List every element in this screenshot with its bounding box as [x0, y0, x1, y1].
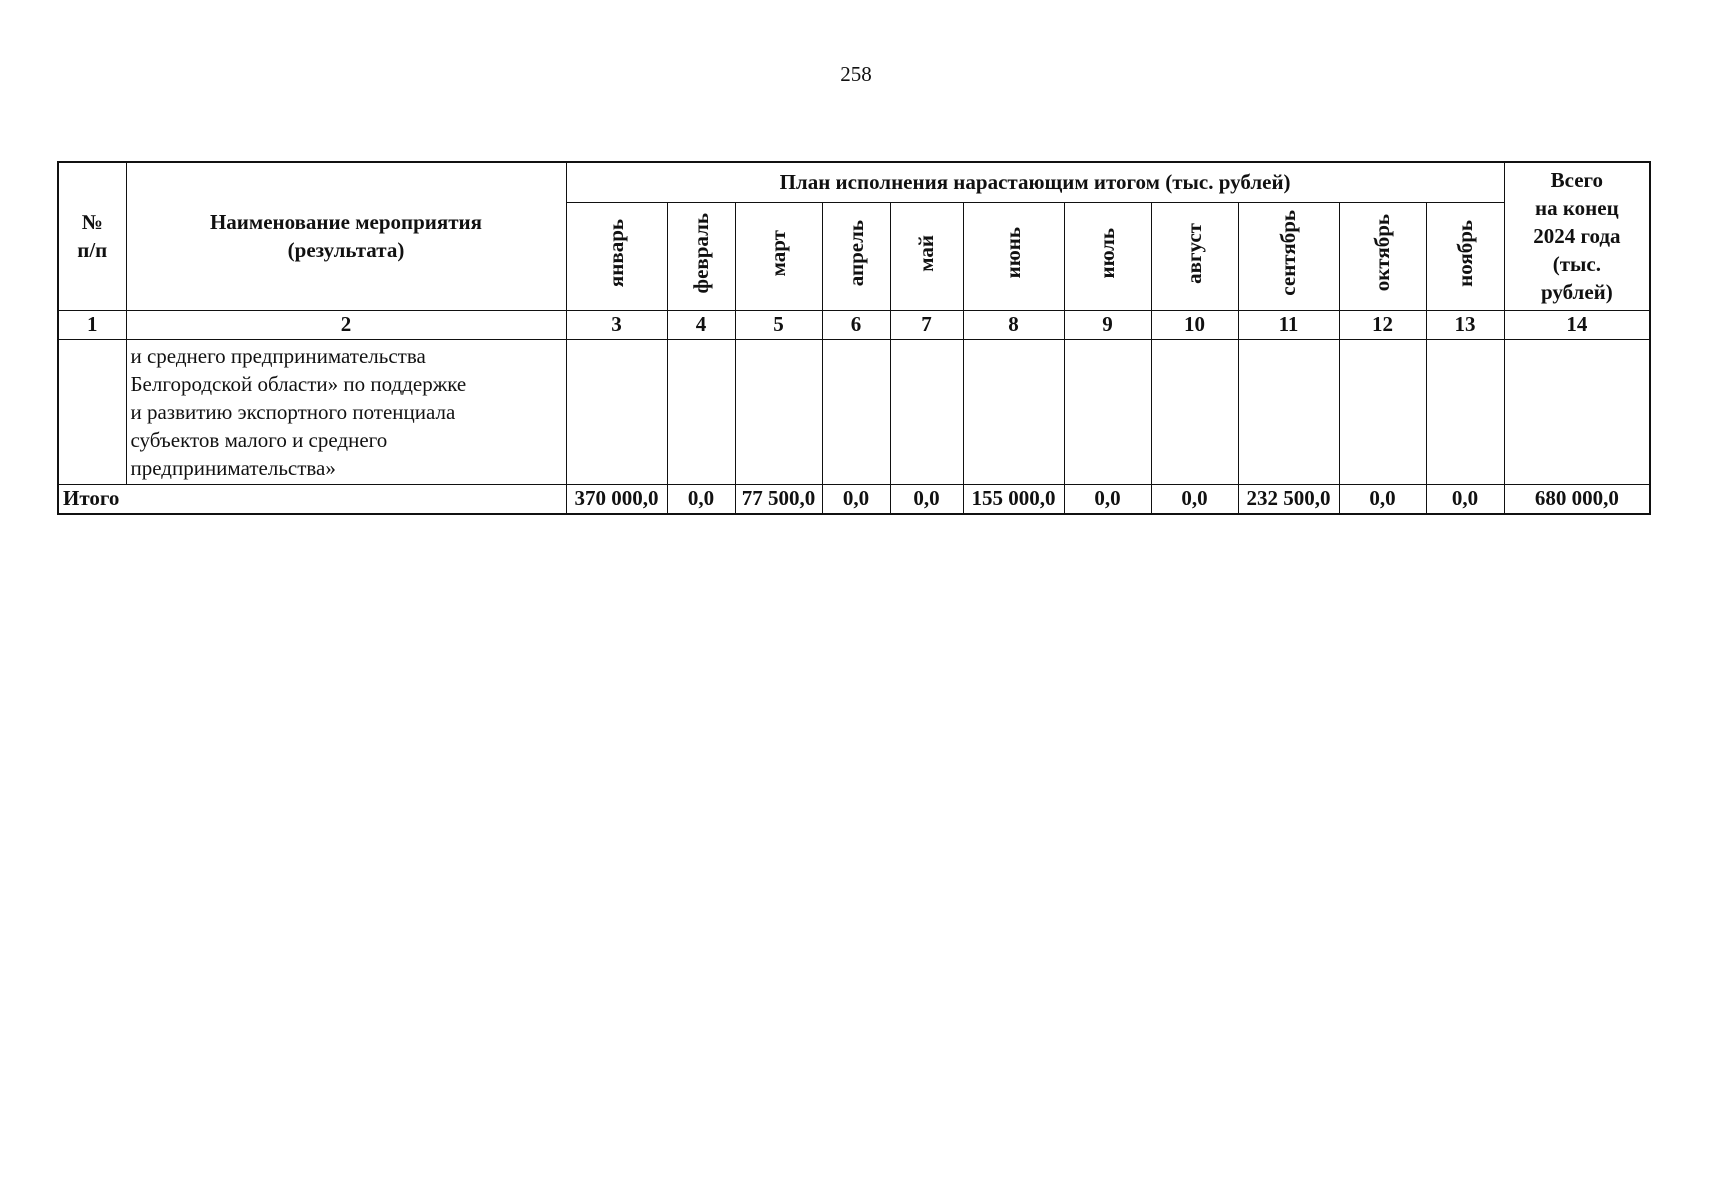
month-header: [735, 202, 822, 310]
totals-label: Итого: [58, 484, 566, 514]
month-label: январь: [604, 218, 628, 288]
column-number: 3: [566, 310, 667, 339]
total-month-value: 155 000,0: [963, 484, 1064, 514]
column-number: 11: [1238, 310, 1339, 339]
column-number: 14: [1504, 310, 1650, 339]
month-label: июль: [1095, 227, 1119, 279]
month-header: [890, 202, 963, 310]
total-month-value: 0,0: [822, 484, 890, 514]
column-number: 5: [735, 310, 822, 339]
total-month-value: 0,0: [1064, 484, 1151, 514]
month-header: [667, 202, 735, 310]
month-value: [822, 339, 890, 484]
month-label: февраль: [688, 212, 713, 294]
month-header: [1426, 202, 1504, 310]
column-number: 1: [58, 310, 126, 339]
month-value: [1238, 339, 1339, 484]
total-month-value: 0,0: [1426, 484, 1504, 514]
month-value: [1064, 339, 1151, 484]
table-row: [58, 339, 1650, 484]
row-total: [1504, 339, 1650, 484]
month-label: апрель: [843, 219, 868, 287]
column-number: 7: [890, 310, 963, 339]
column-number: 12: [1339, 310, 1426, 339]
month-value: [963, 339, 1064, 484]
month-label: ноябрь: [1452, 219, 1477, 287]
total-month-value: 77 500,0: [735, 484, 822, 514]
month-header: [822, 202, 890, 310]
month-value: [667, 339, 735, 484]
month-value: [566, 339, 667, 484]
column-number: 6: [822, 310, 890, 339]
month-value: [890, 339, 963, 484]
row-number: [58, 339, 126, 484]
month-label: октябрь: [1370, 214, 1394, 292]
total-month-value: 0,0: [667, 484, 735, 514]
plan-header: План исполнения нарастающим итогом (тыс. рублей): [566, 162, 1504, 202]
month-label: сентябрь: [1276, 210, 1300, 296]
month-header: [1339, 202, 1426, 310]
col-number-header: № п/п: [58, 162, 126, 310]
total-month-value: 0,0: [890, 484, 963, 514]
month-label: май: [914, 234, 938, 272]
column-number: 8: [963, 310, 1064, 339]
column-number: 2: [126, 310, 566, 339]
total-month-value: 232 500,0: [1238, 484, 1339, 514]
month-header: [1064, 202, 1151, 310]
column-number: 9: [1064, 310, 1151, 339]
month-value: [1151, 339, 1238, 484]
grand-total: 680 000,0: [1504, 484, 1650, 514]
totals-row: [58, 484, 1650, 514]
column-number: 10: [1151, 310, 1238, 339]
month-header: [963, 202, 1064, 310]
page-number: 258: [840, 62, 872, 86]
month-label: август: [1182, 222, 1206, 284]
total-month-value: 370 000,0: [566, 484, 667, 514]
activity-name: и среднего предпринимательства Белгородской области» по поддержке и развитию экспортного потенциала субъектов малого и среднего предпринимательства»: [126, 339, 566, 484]
month-label: июнь: [1001, 227, 1025, 279]
plan-table: [57, 161, 1651, 515]
month-header: [566, 202, 667, 310]
month-label: март: [766, 229, 790, 277]
total-year-header: Всего на конец 2024 года (тыс. рублей): [1504, 162, 1650, 310]
column-number: 13: [1426, 310, 1504, 339]
month-header: [1151, 202, 1238, 310]
month-value: [735, 339, 822, 484]
month-value: [1339, 339, 1426, 484]
total-month-value: 0,0: [1151, 484, 1238, 514]
month-value: [1426, 339, 1504, 484]
total-month-value: 0,0: [1339, 484, 1426, 514]
column-number: 4: [667, 310, 735, 339]
month-header: [1238, 202, 1339, 310]
column-number-row: [58, 310, 1650, 339]
col-name-header: Наименование мероприятия (результата): [126, 162, 566, 310]
